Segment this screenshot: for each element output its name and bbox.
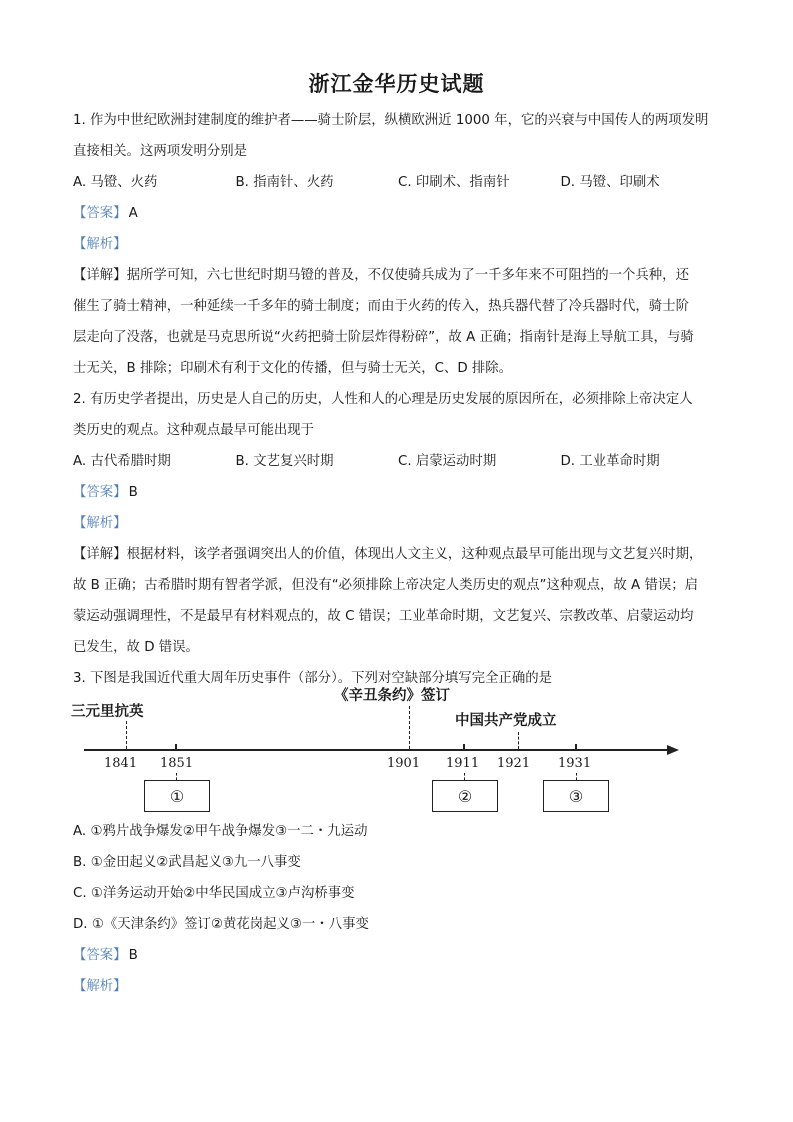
question-1-options: [73, 167, 723, 198]
timeline-event-sanyuanli: 三元里抗英: [71, 704, 144, 720]
dash-box-3: [576, 773, 577, 780]
detail-label: 【详解】: [73, 547, 127, 562]
option-a: A. 古代希腊时期: [73, 454, 171, 469]
question-2-options: [73, 446, 723, 477]
question-1-detail-line-4: 士无关，B 排除；印刷术有利于文化的传播，但与骑士无关，C、D 排除。: [73, 361, 513, 376]
question-2-detail-line-3: 蒙运动强调理性，不是最早有材料观点的，故 C 错误；工业革命时期，文艺复兴、宗教改革、启蒙运动均: [73, 609, 694, 624]
option-b: B. 文艺复兴时期: [235, 454, 334, 469]
year-1841: 1841: [104, 756, 138, 771]
option-a: A. 马镫、火药: [73, 175, 158, 190]
answer-value: A: [128, 206, 138, 221]
detail-label: 【详解】: [73, 268, 127, 283]
question-1-detail-line-3: 层走向了没落，也就是马克思所说“火药把骑士阶层炸得粉碎”，故 A 正确；指南针是海上导航工具，与骑: [73, 330, 694, 345]
option-c: C. 启蒙运动时期: [398, 454, 497, 469]
dash-1841: [126, 721, 127, 749]
dash-box-2: [464, 773, 465, 780]
question-1-answer: [73, 198, 723, 229]
answer-value: B: [128, 485, 138, 500]
year-1931: 1931: [558, 756, 592, 771]
question-1-stem-line-2: 直接相关。这两项发明分别是: [73, 144, 248, 159]
analysis-label: 【解析】: [73, 516, 127, 531]
option-b: B. 指南针、火药: [235, 175, 334, 190]
question-2-detail-line-4: 已发生，故 D 错误。: [73, 640, 199, 655]
option-d: D. 马镫、印刷术: [560, 175, 660, 190]
year-1851: 1851: [160, 756, 194, 771]
dash-1901: [409, 706, 410, 749]
blank-box-3: ③: [543, 780, 609, 812]
timeline-event-ccp: 中国共产党成立: [455, 713, 557, 729]
analysis-label: 【解析】: [73, 237, 127, 252]
question-1-stem-line-1: 1. 作为中世纪欧洲封建制度的维护者——骑士阶层，纵横欧洲近 1000 年，它的兴衰与中国传人的两项发明: [73, 113, 709, 128]
question-2-stem-line-1: 2. 有历史学者提出，历史是人自己的历史，人性和人的心理是历史发展的原因所在，必须排除上帝决定人: [73, 392, 693, 407]
dash-box-1: [176, 773, 177, 780]
question-3-option-b: B. ①金田起义②武昌起义③九一八事变: [73, 855, 301, 870]
timeline-event-xinchou: 《辛丑条约》签订: [334, 688, 450, 704]
question-1-detail-line-2: 催生了骑士精神，一种延续一千多年的骑士制度；而由于火药的传入，热兵器代替了冷兵器时代，骑士阶: [73, 299, 689, 314]
answer-label: 【答案】: [73, 485, 127, 500]
blank-box-1: ①: [144, 780, 210, 812]
question-1: [73, 105, 723, 384]
question-2-answer: [73, 477, 723, 508]
question-3-option-c: C. ①洋务运动开始②中华民国成立③卢沟桥事变: [73, 886, 355, 901]
question-1-detail-line-1: 【详解】据所学可知，六七世纪时期马镫的普及，不仅使骑兵成为了一千多年来不可阻挡的一个兵种，还: [73, 268, 689, 283]
document-title: 浙江金华历史试题: [308, 72, 485, 96]
analysis-label: 【解析】: [73, 979, 127, 994]
dash-1921: [518, 732, 519, 749]
document-body: [73, 105, 723, 1002]
question-2-detail-line-1: 【详解】根据材料，该学者强调突出人的价值，体现出人文主义，这种观点最早可能出现与文艺复兴时期，: [73, 547, 703, 562]
answer-value: B: [128, 948, 138, 963]
arrow-icon: [667, 745, 679, 755]
answer-label: 【答案】: [73, 948, 127, 963]
question-2: [73, 384, 723, 663]
answer-label: 【答案】: [73, 206, 127, 221]
question-2-stem-line-2: 类历史的观点。这种观点最早可能出现于: [73, 423, 315, 438]
question-3-option-a: A. ①鸦片战争爆发②甲午战争爆发③一二・九运动: [73, 824, 368, 839]
year-1911: 1911: [446, 756, 480, 771]
question-3: [73, 663, 723, 1002]
question-2-detail-line-2: 故 B 正确；古希腊时期有智者学派，但没有“必须排除上帝决定人类历史的观点”这种观点，故 A 错误；启: [73, 578, 699, 593]
option-c: C. 印刷术、指南针: [398, 175, 510, 190]
question-3-stem: 3. 下图是我国近代重大周年历史事件（部分）。下列对空缺部分填写完全正确的是: [73, 671, 553, 686]
blank-box-2: ②: [432, 780, 498, 812]
option-d: D. 工业革命时期: [560, 454, 660, 469]
year-1921: 1921: [497, 756, 531, 771]
timeline-axis: [84, 749, 671, 751]
timeline-figure: [71, 688, 691, 806]
year-1901: 1901: [387, 756, 421, 771]
question-3-answer: [73, 940, 723, 971]
question-3-option-d: D. ①《天津条约》签订②黄花岗起义③一・八事变: [73, 917, 369, 932]
